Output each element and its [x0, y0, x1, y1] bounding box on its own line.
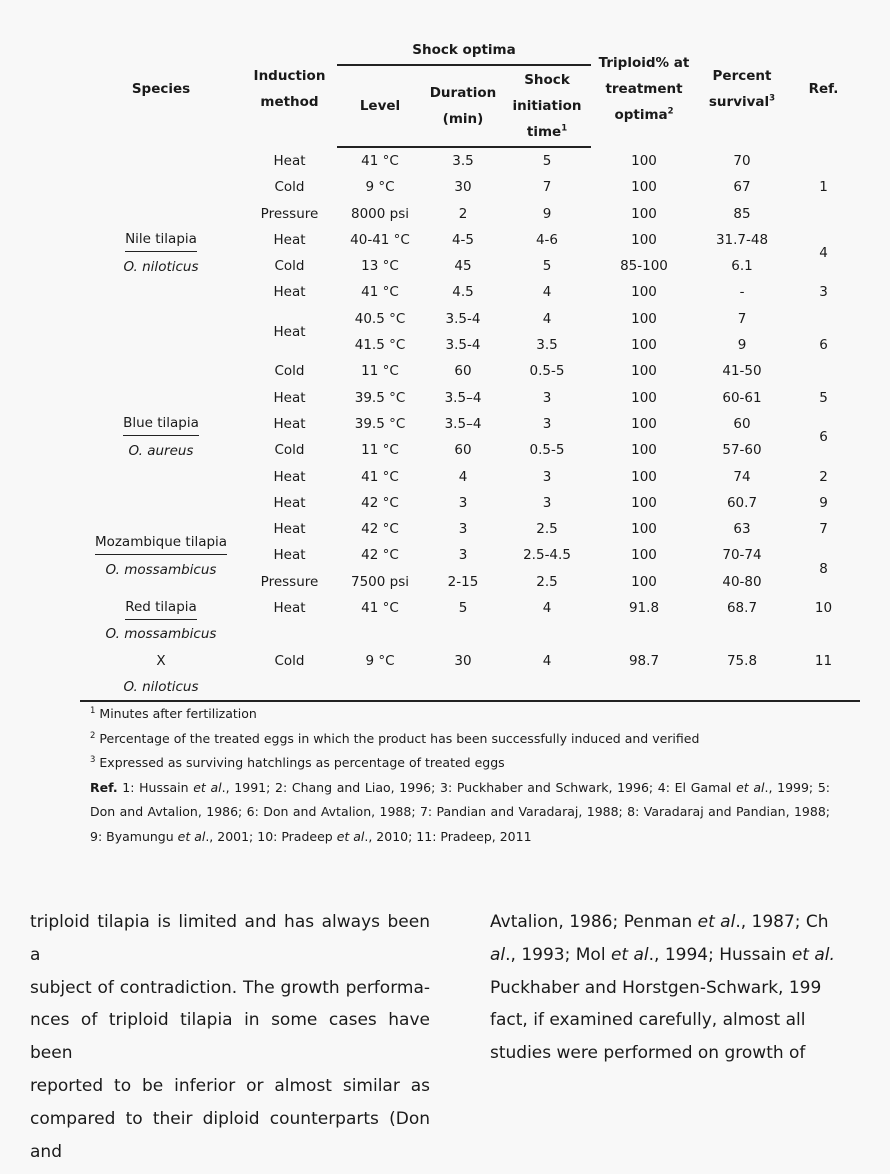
table-row: Cold 13 °C 45 5 85-100 6.1	[274, 258, 753, 275]
ref-cell: 4	[819, 245, 828, 262]
table-row: Mozambique tilapia O. mossambicus Heat 42 °C 3 2.5 100 63 7	[80, 516, 860, 542]
ref-cell: 6	[819, 429, 828, 446]
header-shock-initiation-time: Shock initiation time$^1$	[503, 65, 591, 147]
footnote-3: $^3$ Expressed as surviving hatchlings as percentage of treated eggs	[90, 754, 505, 770]
header-shock-optima: Shock optima	[337, 30, 591, 65]
table-row: Cold 11 °C 60 0.5-5 100 57-60	[274, 442, 762, 459]
references-note: Ref. 1: Hussain et al., 1991; 2: Chang and Liao, 1996; 3: Puckhaber and Schwark, 1996; 4: El Gamal et al., 1999; 5: Don and Avtalion, 1986; 6: Don and Avtalion, 1988; 7: Pandian and Varadaraj, 1988; 8: Varadaraj and Pandian, 1988; 9: Byamungu et al., 2001; 10: Pradeep et al., 2010; 11: Pradeep, 2011	[90, 779, 830, 844]
header-duration: Duration (min)	[423, 65, 503, 147]
species-red-sci-2: O. niloticus	[80, 674, 242, 701]
body-column-left: triploid tilapia is limited and has always been a subject of contradiction. The growth performa- nces of triploid tilapia in some cases have been reported to be inferior or almost similar as compared to their diploid counterparts (Don and	[30, 912, 430, 1162]
table-row: Heat 40.5 °C 3.5-4 4 100 7 6	[80, 306, 860, 332]
table-row: Heat 39.5 °C 3.5–4 3 100 60-61 5	[80, 385, 860, 411]
table-row: Heat 41 °C 4 3 100 74 2	[80, 464, 860, 490]
merged-heat-cell: Heat	[273, 323, 306, 340]
header-ref: Ref.	[808, 80, 839, 97]
ref-cell: 9	[819, 494, 828, 511]
ref-cell: 10	[814, 600, 833, 617]
table-row: Nile tilapia O. niloticus Heat 41 °C 3.5 5 100 70 1	[80, 147, 860, 174]
table-footnotes	[90, 702, 830, 849]
species-blue-tilapia: Blue tilapia O. aureus	[80, 358, 242, 516]
table-row: Heat 40-41 °C 4-5 4-6 100 31.7-48 4	[80, 227, 860, 253]
footnote-2: $^2$ Percentage of the treated eggs in which the product has been successfully induced and verified	[90, 730, 700, 746]
ref-cell: 6	[819, 337, 828, 354]
table-row: Pressure 8000 psi 2 9 100 85	[260, 205, 751, 222]
ref-cell: 11	[814, 652, 833, 669]
ref-cell: 5	[819, 389, 828, 406]
body-text	[30, 906, 860, 1162]
table-row: Cold 9 °C 30 7 100 67	[274, 179, 751, 196]
species-red-tilapia: Red tilapia	[80, 595, 242, 621]
species-red-sci-1: O. mossambicus	[105, 626, 217, 643]
table-row	[80, 621, 860, 647]
table-row	[80, 674, 860, 701]
ref-cell: 1	[819, 178, 828, 195]
table-row: Heat 42 °C 3 3 100 60.7 9	[80, 490, 860, 516]
species-nile-tilapia: Nile tilapia O. niloticus	[80, 147, 242, 358]
header-percent-survival: Percent survival$^3$	[708, 67, 776, 110]
table-row: 41.5 °C 3.5-4 3.5 100 9	[354, 337, 747, 354]
header-level: Level	[337, 65, 423, 147]
table-row: Heat 41 °C 4.5 4 100 - 3	[80, 279, 860, 305]
table-row: Heat 42 °C 3 2.5-4.5 100 70-74 8	[80, 542, 860, 568]
table-row: Heat 39.5 °C 3.5–4 3 100 60 6	[80, 411, 860, 437]
species-mozambique-tilapia: Mozambique tilapia O. mossambicus	[80, 516, 242, 595]
species-red-cross: X	[156, 652, 166, 669]
ref-cell: 8	[819, 560, 828, 577]
header-species: Species	[131, 80, 191, 97]
ref-cell: 3	[819, 284, 828, 301]
ref-cell: 7	[819, 521, 828, 538]
table-row: Pressure 7500 psi 2-15 2.5 100 40-80	[260, 573, 762, 590]
triploidy-table	[80, 30, 860, 702]
ref-cell: 2	[819, 468, 828, 485]
header-triploid-percent: Triploid% at treatment optima$^2$	[598, 54, 690, 123]
body-column-right: Avtalion, 1986; Penman et al., 1987; Ch al., 1993; Mol et al., 1994; Hussain et al. Puckhaber and Horstgen-Schwark, 199 fact, if examined carefully, almost all studies were performed on growth of	[490, 912, 835, 1064]
footnote-1: $^1$ Minutes after fertilization	[90, 705, 257, 721]
table-row: X Cold 9 °C 30 4 98.7 75.8 11	[80, 648, 860, 674]
table-row: Red tilapia Heat 41 °C 5 4 91.8 68.7 10	[80, 595, 860, 621]
shock-optima-table	[80, 30, 860, 702]
table-row: Blue tilapia O. aureus Cold 11 °C 60 0.5-5 100 41-50	[80, 358, 860, 384]
header-induction-method: Induction method	[253, 67, 326, 110]
